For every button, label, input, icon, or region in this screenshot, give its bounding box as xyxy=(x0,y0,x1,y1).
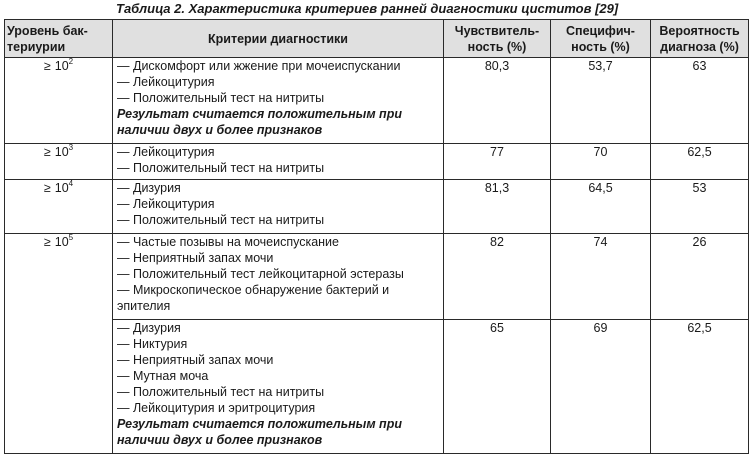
criteria-item: — Дизурия xyxy=(117,321,181,335)
criteria-item: — Неприятный запах мочи xyxy=(117,353,274,367)
criteria-item: — Частые позывы на мочеиспускание xyxy=(117,235,339,249)
criteria-item: — Лейкоцитурия xyxy=(117,75,215,89)
result-note: Результат считается положительным при наличии двух и более признаков xyxy=(117,107,402,137)
sensitivity-cell: 65 xyxy=(444,320,551,454)
criteria-item: — Лейкоцитурия и эритроцитурия xyxy=(117,401,316,415)
specificity-cell: 69 xyxy=(551,320,651,454)
criteria-cell xyxy=(113,180,444,234)
criteria-item: — Дискомфорт или жжение при мочеиспускании xyxy=(117,59,401,73)
criteria-item: — Положительный тест на нитриты xyxy=(117,213,325,227)
criteria-item: — Лейкоцитурия xyxy=(117,145,215,159)
result-note: Результат считается положительным при наличии двух и более признаков xyxy=(117,417,402,447)
criteria-cell xyxy=(113,144,444,180)
criteria-cell xyxy=(113,234,444,320)
sensitivity-cell: 80,3 xyxy=(444,58,551,144)
bacteriuria-level-cell: ≥ $10^3$ xyxy=(5,144,113,180)
header-probability: Вероятность диагноза (%) xyxy=(651,20,749,58)
table-row xyxy=(5,180,749,234)
specificity-cell: 64,5 xyxy=(551,180,651,234)
probability-cell: 62,5 xyxy=(651,144,749,180)
header-criteria: Критерии диагностики xyxy=(113,20,444,58)
criteria-item: — Положительный тест на нитриты xyxy=(117,161,325,175)
bacteriuria-level-cell: ≥ $10^2$ xyxy=(5,58,113,144)
probability-cell: 26 xyxy=(651,234,749,320)
header-specificity: Специфич- ность (%) xyxy=(551,20,651,58)
sensitivity-cell: 82 xyxy=(444,234,551,320)
table-row xyxy=(5,320,749,454)
criteria-item: — Никтурия xyxy=(117,337,188,351)
probability-cell: 63 xyxy=(651,58,749,144)
table-row xyxy=(5,234,749,320)
criteria-item: — Микроскопическое обнаружение бактерий и xyxy=(117,283,390,297)
table-header-row xyxy=(5,20,749,58)
criteria-item: — Положительный тест на нитриты xyxy=(117,91,325,105)
bacteriuria-level-cell: ≥ $10^5$ xyxy=(5,234,113,454)
sensitivity-cell: 81,3 xyxy=(444,180,551,234)
criteria-item: — Лейкоцитурия xyxy=(117,197,215,211)
criteria-item: — Положительный тест лейкоцитарной эстеразы xyxy=(117,267,404,281)
table-row xyxy=(5,144,749,180)
sensitivity-cell: 77 xyxy=(444,144,551,180)
probability-cell: 62,5 xyxy=(651,320,749,454)
criteria-table xyxy=(4,19,749,454)
header-sensitivity: Чувствитель- ность (%) xyxy=(444,20,551,58)
criteria-item: — Положительный тест на нитриты xyxy=(117,385,325,399)
criteria-cell xyxy=(113,320,444,454)
table-caption: Таблица 2. Характеристика критериев ранней диагностики циститов [29] xyxy=(116,1,619,16)
header-bacteriuria-level: Уровень бак- териурии xyxy=(5,20,113,58)
criteria-item: эпителия xyxy=(117,299,171,313)
specificity-cell: 53,7 xyxy=(551,58,651,144)
specificity-cell: 70 xyxy=(551,144,651,180)
criteria-item: — Дизурия xyxy=(117,181,181,195)
specificity-cell: 74 xyxy=(551,234,651,320)
criteria-item: — Мутная моча xyxy=(117,369,209,383)
bacteriuria-level-cell: ≥ $10^4$ xyxy=(5,180,113,234)
probability-cell: 53 xyxy=(651,180,749,234)
criteria-cell xyxy=(113,58,444,144)
table-row xyxy=(5,58,749,144)
criteria-item: — Неприятный запах мочи xyxy=(117,251,274,265)
